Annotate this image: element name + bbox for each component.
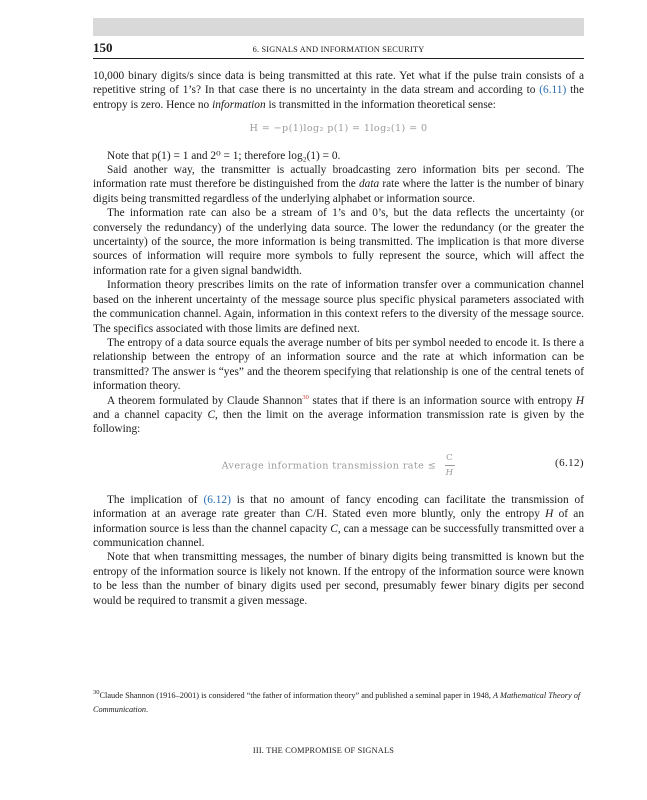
text-span: Said another way, the transmitter is actually broadcasting zero information bits per second. The information rate must therefore be distinguished from the: [93, 164, 584, 191]
symbol-c: C: [330, 522, 338, 535]
text-span: of an information source is less than the channel capacity: [93, 508, 584, 535]
text-span: the entropy is zero. Hence no: [93, 84, 584, 111]
symbol-h: H: [575, 394, 585, 407]
symbol-c: C: [207, 408, 216, 421]
footnote-title: A Mathematical Theory of Communication: [93, 691, 581, 714]
text-span: , then the limit on the average information transmission rate is given by the following:: [93, 408, 584, 436]
equation-link[interactable]: (6.12): [203, 493, 231, 506]
paragraph: The information rate can also be a stream of 1’s and 0’s, but the data reflects the uncertainty (or conversely the redundancy) of the underlying data source. The lower the redundancy (or the greater the uncertainty) of the source, the more information is being transmitted. The implication is that more diverse sources of information will require more symbols to fully represent the source, which will affect the information rate for a given signal bandwidth.: [93, 207, 584, 277]
top-bar: [93, 18, 584, 36]
paragraph: Note that when transmitting messages, the number of binary digits being transmitted is known but the entropy of the information source is likely not known. If the entropy of the information source were known to be less than the number of binary digits used per second, presumably fewer binary digits per second would be required to transmit a given message.: [93, 551, 584, 607]
text-span: 10,000 binary digits/s since data is being transmitted at this rate. Yet what if the pulse train consists of a repetitive string of 1’s? In that case there is no uncertainty in the data stream and according to: [93, 70, 584, 97]
paragraph: [93, 69, 584, 112]
fraction: [444, 451, 456, 481]
text-span: A theorem formulated by Claude Shannon: [107, 394, 303, 407]
paragraph: Information theory prescribes limits on the rate of information transfer over a communication channel based on the inherent uncertainty of the message source plus specific physical parameters associated with the communication channel. Again, information in this context refers to the diversity of the message source. The specifics associated with those limits are defined next.: [93, 279, 584, 335]
text-span: rate where the latter is the number of binary digits being transmitted regardless of the underlying alphabet or information source.: [93, 178, 585, 205]
paragraph: [93, 493, 584, 551]
paragraph: The entropy of a data source equals the average number of bits per symbol needed to encode it. Is there a relationship between the entropy of an information source and the rate at which information can be transmitted? The answer is “yes” and the theorem specifying that relationship is one of the central tenets of information theory.: [93, 336, 584, 393]
page: [93, 18, 584, 608]
footnote-number: 30: [93, 689, 100, 697]
emphasis: information: [212, 98, 266, 111]
text-span: , can a message can be successfully transmitted over a communication channel.: [93, 522, 584, 549]
paragraph: Note that p(1) = 1 and 2⁰ = 1; therefore log₂(1) = 0.: [107, 149, 341, 162]
text-span: Claude Shannon (1916–2001) is considered “the father of information theory” and published a seminal paper in 1948,: [99, 691, 494, 700]
footnote: [93, 689, 584, 716]
text-span: is that no amount of fancy encoding can facilitate the transmission of information at an average rate greater than C/H. Stated even more bluntly, only the entropy: [93, 493, 584, 521]
fraction-numerator: C: [446, 452, 453, 463]
page-number: 150: [93, 40, 113, 55]
fraction-denominator: H: [445, 468, 454, 479]
symbol-h: H: [545, 508, 554, 521]
equation-entropy: H = −p(1)log₂ p(1) = 1log₂(1) = 0: [249, 123, 428, 135]
paragraph: [93, 394, 584, 437]
paragraph: [93, 163, 584, 206]
text-span: The implication of: [107, 493, 204, 506]
footer-part-title: III. THE COMPROMISE OF SIGNALS: [252, 746, 395, 755]
text-span: .: [146, 704, 149, 714]
emphasis: data: [358, 178, 380, 191]
running-head: [93, 37, 584, 59]
equation-rate: [93, 451, 584, 477]
footnote-ref[interactable]: 30: [302, 393, 309, 401]
body-text: [93, 69, 584, 608]
equation-number: (6.12): [555, 456, 584, 469]
equation-text: Average information transmission rate ≤: [221, 460, 437, 472]
text-span: states that if there is an information source with entropy: [308, 394, 576, 407]
text-span: and a channel capacity: [93, 408, 208, 421]
equation-link[interactable]: (6.11): [539, 84, 567, 97]
text-span: is transmitted in the information theoretical sense:: [265, 98, 496, 111]
chapter-title: 6. SIGNALS AND INFORMATION SECURITY: [252, 45, 425, 54]
